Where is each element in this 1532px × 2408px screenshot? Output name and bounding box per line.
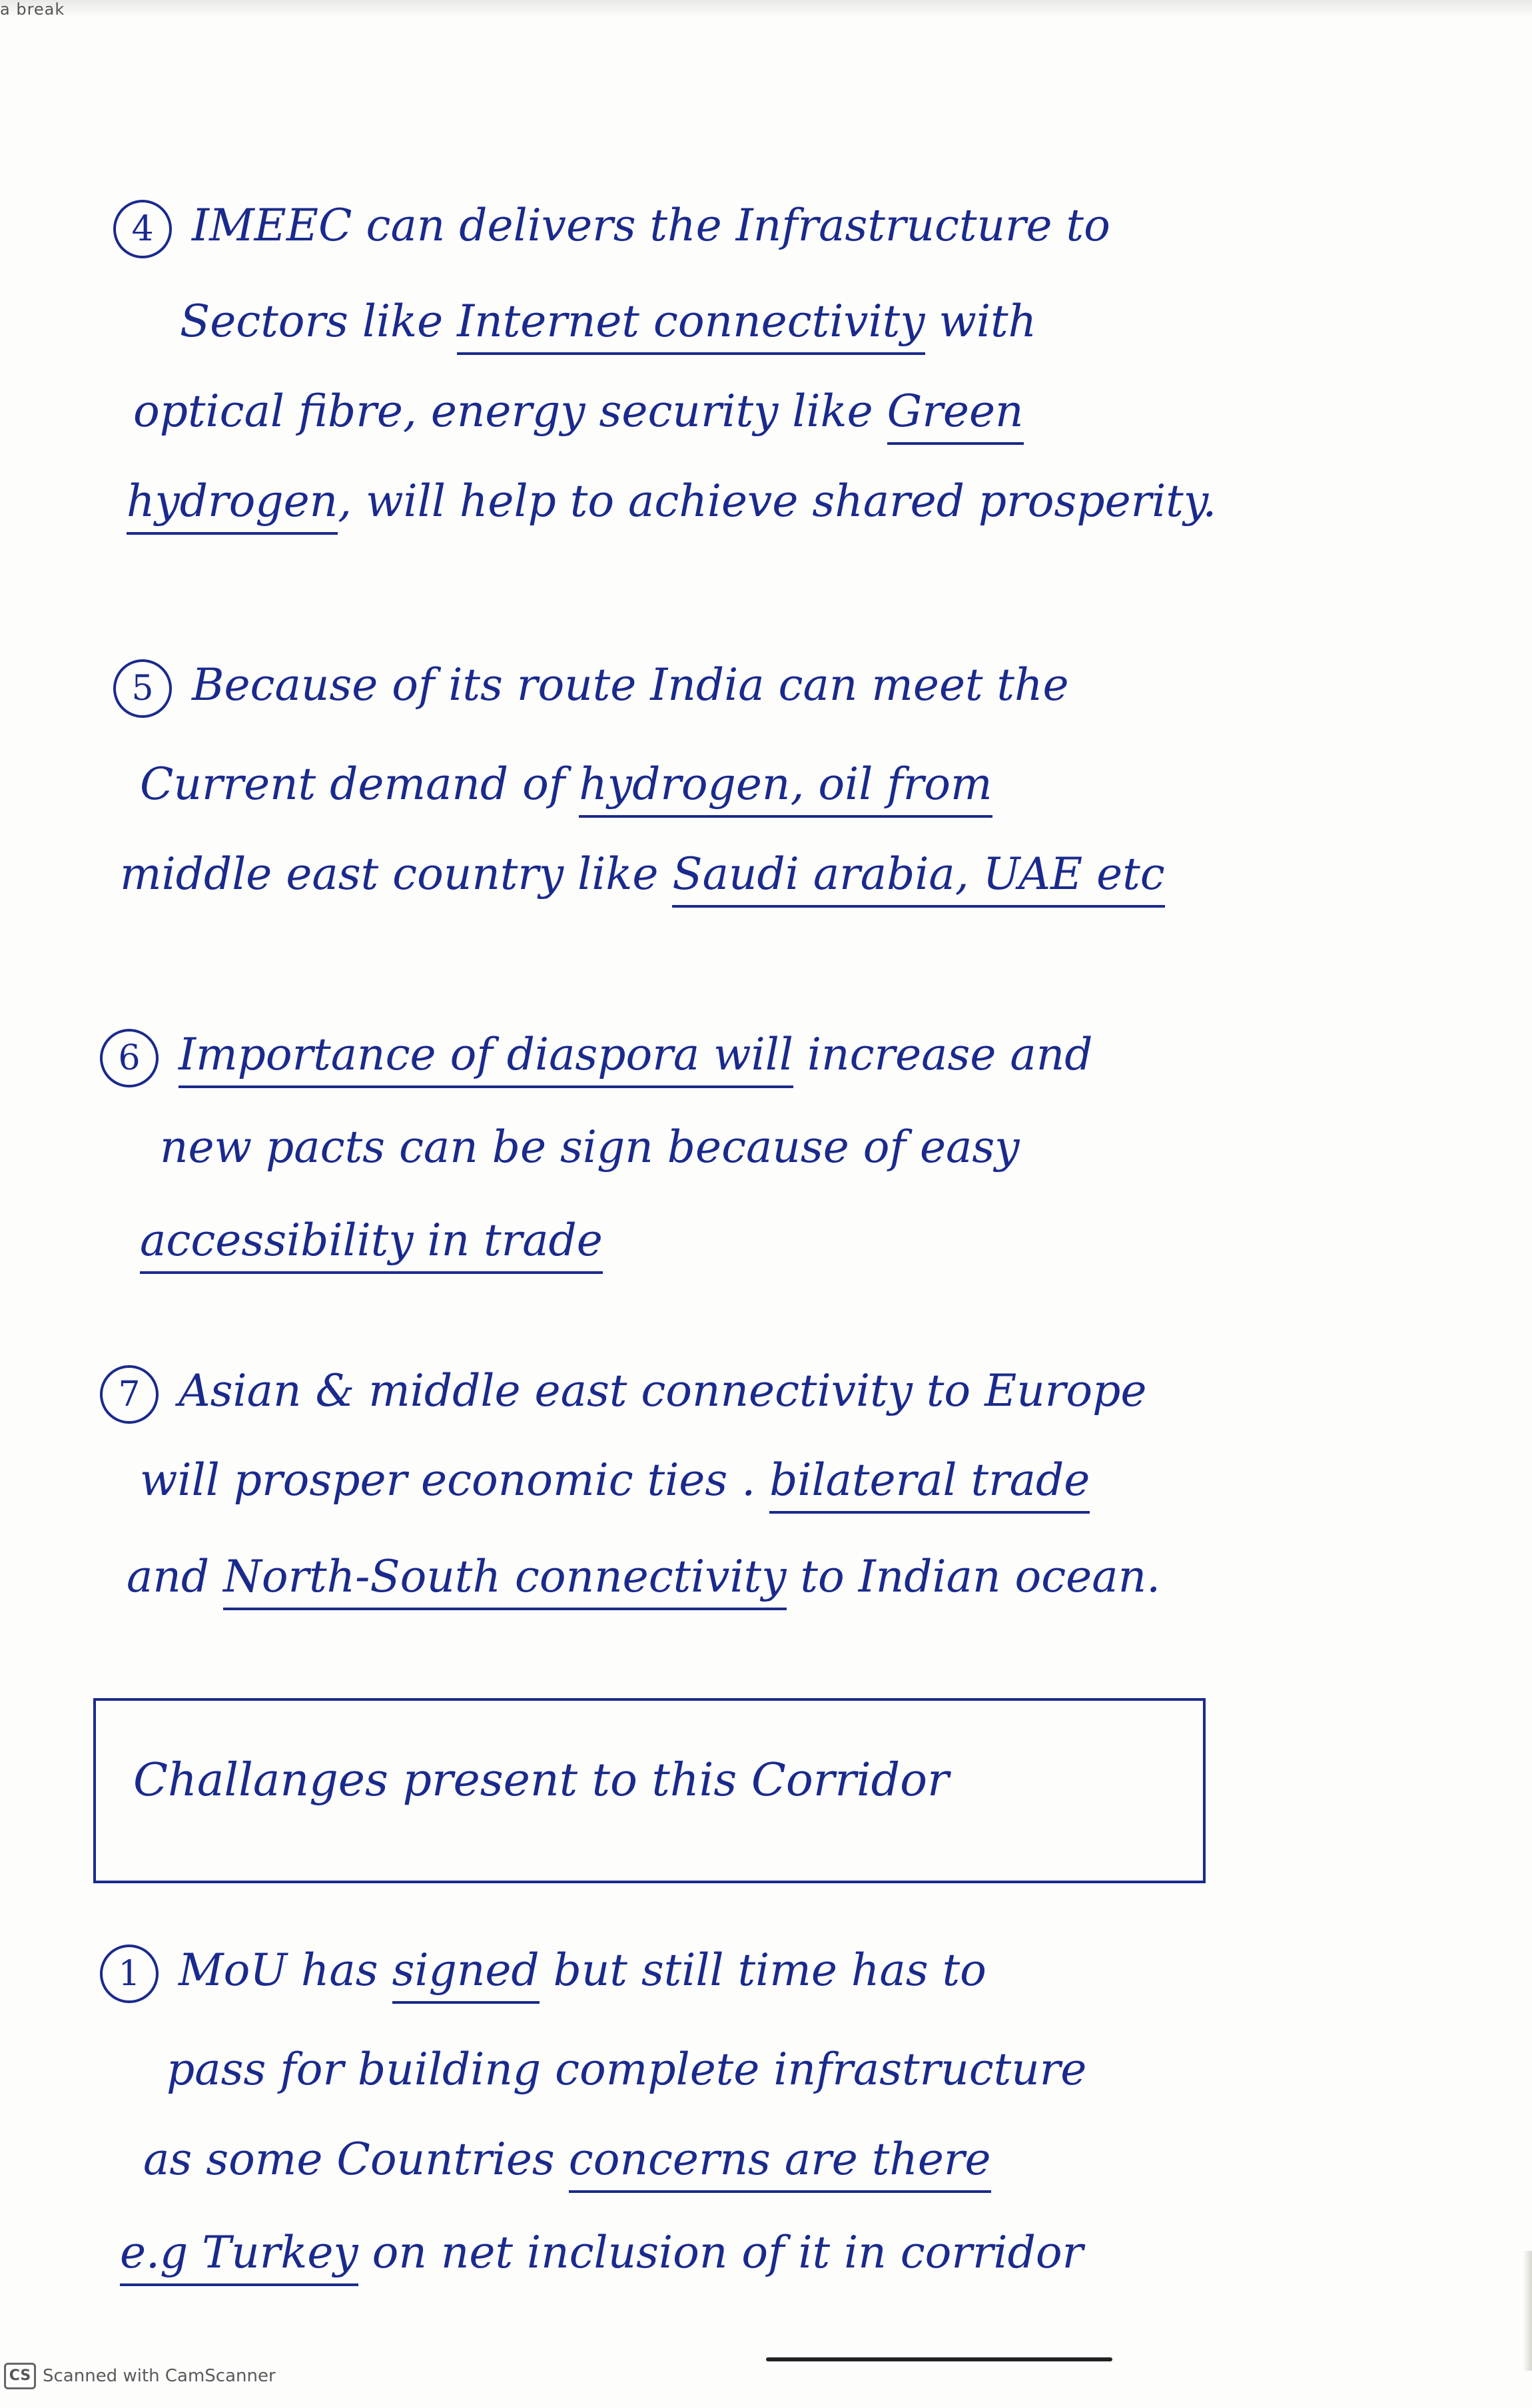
underlined-phrase: Green [887,386,1024,445]
point-5-line-3: middle east country like Saudi arabia, UAE etc [120,852,1165,896]
point-7-line-2: will prosper economic ties . bilateral trade [140,1458,1090,1502]
underlined-phrase: bilateral trade [769,1454,1090,1514]
challenge-1-line-2: pass for building complete infrastructure [167,2044,1087,2095]
point-6-line-3 [140,1215,603,1266]
point-4-line-3: optical fibre, energy security like Green [133,390,1024,434]
point-number-badge: 5 [113,659,172,718]
point-text: Because of its route India can meet the [192,659,1069,711]
camscanner-logo-icon: CS [4,2363,36,2389]
page-top-edge [0,0,1532,17]
point-number-badge: 4 [113,200,172,258]
underlined-phrase: accessibility in trade [140,1215,603,1274]
camscanner-footer [4,2363,276,2389]
point-number-badge: 7 [100,1365,159,1424]
underlined-phrase: North-South connectivity [223,1551,786,1610]
point-number-badge: 6 [100,1029,159,1087]
point-4-line-4: hydrogen, will help to achieve shared prosperity. [127,479,1216,523]
underlined-phrase: Importance of diaspora will [179,1029,793,1088]
point-text: Asian & middle east connectivity to Europe [179,1365,1147,1416]
point-7-line-1 [100,1365,1146,1424]
point-4-line-1 [113,200,1110,258]
underlined-phrase: e.g Turkey [120,2227,358,2286]
point-number-badge: 1 [100,1945,159,2003]
underlined-phrase: signed [392,1945,540,2004]
page-right-edge-shadow [1523,2251,1532,2371]
challenge-1-line-3: as some Countries concerns are there [143,2138,991,2182]
underlined-phrase: concerns are there [569,2134,991,2193]
section-heading: Challanges present to this Corridor [133,1754,949,1807]
underlined-phrase: Internet connectivity [457,296,925,355]
camscanner-footer-text: Scanned with CamScanner [43,2366,276,2386]
point-text: IMEEC can delivers the Infrastructure to [192,200,1110,251]
challenge-1-line-1: 1 MoU has signed but still time has to [100,1945,986,2003]
underlined-phrase: Saudi arabia, UAE etc [672,848,1164,908]
bottom-pen-stroke [766,2357,1112,2361]
point-4-line-2: Sectors like Internet connectivity with [180,300,1036,344]
challenge-1-line-4: e.g Turkey on net inclusion of it in corridor [120,2231,1083,2275]
point-5-line-1 [113,659,1069,718]
point-5-line-2: Current demand of hydrogen, oil from [140,762,992,806]
top-cut-text: a break [0,0,65,19]
point-6-line-1: 6 Importance of diaspora will increase and [100,1029,1093,1087]
point-7-line-3: and North-South connectivity to Indian ocean. [127,1555,1160,1599]
point-6-line-2: new pacts can be sign because of easy [160,1121,1020,1173]
underlined-phrase: hydrogen, oil from [579,758,992,818]
underlined-phrase: hydrogen [127,475,338,535]
